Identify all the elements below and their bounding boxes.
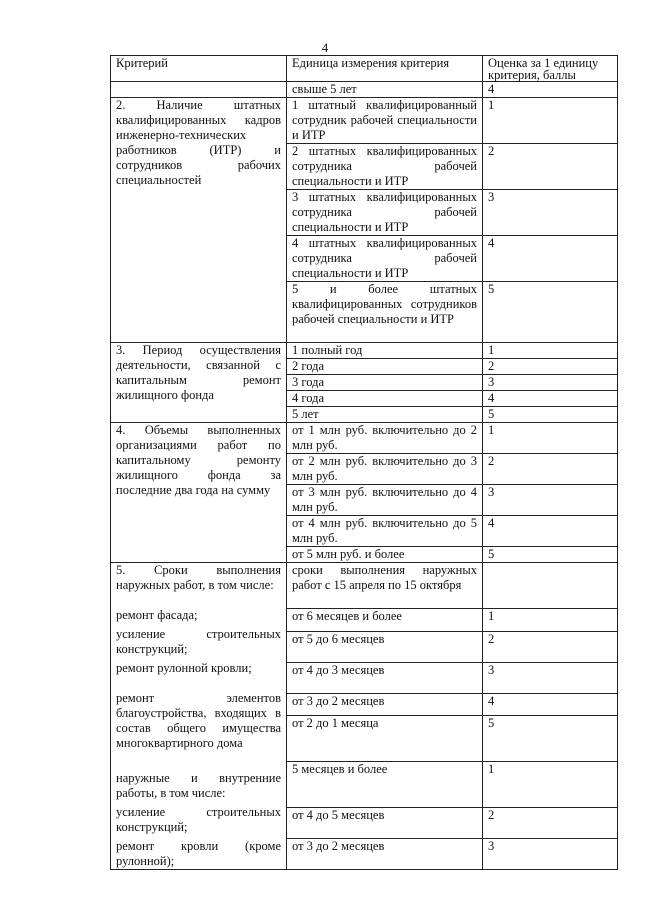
unit-cell: 1 полный год bbox=[287, 343, 483, 359]
unit-cell: от 4 до 3 месяцев bbox=[287, 662, 483, 693]
score-cell: 3 bbox=[483, 839, 618, 870]
table-header-row bbox=[111, 56, 618, 82]
header-criterion: Критерий bbox=[111, 56, 287, 82]
criterion-3-label: 3. Период осуществления деятельности, связанной с капитальным ремонт жилищного фонда bbox=[111, 343, 287, 423]
unit-cell: от 6 месяцев и более bbox=[287, 609, 483, 632]
score-cell: 1 bbox=[483, 762, 618, 808]
unit-cell: от 3 до 2 месяцев bbox=[287, 839, 483, 870]
table-row bbox=[111, 343, 618, 359]
unit-cell: от 5 до 6 месяцев bbox=[287, 631, 483, 662]
criterion-5-roof-except: ремонт кровли (кроме рулонной); bbox=[116, 839, 281, 868]
score-cell: 5 bbox=[483, 282, 618, 343]
score-cell: 5 bbox=[483, 407, 618, 423]
unit-cell: 5 и более штатных квалифицированных сотрудников рабочей специальности и ИТР bbox=[287, 282, 483, 343]
table-row bbox=[111, 423, 618, 454]
unit-cell: от 3 млн руб. включительно до 4 млн руб. bbox=[287, 485, 483, 516]
criterion-2-label: 2. Наличие штатных квалифицированных кадров инженерно-технических работников (ИТР) и сотрудников рабочих специальностей bbox=[111, 98, 287, 343]
score-cell: 4 bbox=[483, 693, 618, 716]
unit-cell: от 1 млн руб. включительно до 2 млн руб. bbox=[287, 423, 483, 454]
score-cell-empty bbox=[483, 563, 618, 609]
criterion-5-cell bbox=[111, 563, 287, 870]
unit-cell: от 4 млн руб. включительно до 5 млн руб. bbox=[287, 516, 483, 547]
unit-cell: 3 штатных квалифицированных сотрудника рабочей специальности и ИТР bbox=[287, 190, 483, 236]
table-row bbox=[111, 82, 618, 98]
score-cell: 2 bbox=[483, 144, 618, 190]
unit-cell: от 2 до 1 месяца bbox=[287, 716, 483, 762]
score-cell: 5 bbox=[483, 716, 618, 762]
unit-cell: сроки выполнения наружных работ с 15 апреля по 15 октября bbox=[287, 563, 483, 609]
criterion-5-strengthening-2: усиление строительных конструкций; bbox=[116, 805, 281, 834]
unit-cell: 2 года bbox=[287, 359, 483, 375]
score-cell: 4 bbox=[483, 82, 618, 98]
unit-cell: от 5 млн руб. и более bbox=[287, 547, 483, 563]
unit-cell: 5 лет bbox=[287, 407, 483, 423]
criterion-4-label: 4. Объемы выполненных организациями работ по капитальному ремонту жилищного фонда за последние два года на сумму bbox=[111, 423, 287, 563]
page-number: 4 bbox=[321, 40, 329, 55]
unit-cell: свыше 5 лет bbox=[287, 82, 483, 98]
unit-cell: 4 штатных квалифицированных сотрудника рабочей специальности и ИТР bbox=[287, 236, 483, 282]
score-cell: 5 bbox=[483, 547, 618, 563]
table-row bbox=[111, 563, 618, 609]
score-cell: 3 bbox=[483, 662, 618, 693]
score-cell: 4 bbox=[483, 391, 618, 407]
score-cell: 2 bbox=[483, 631, 618, 662]
score-cell: 2 bbox=[483, 359, 618, 375]
score-cell: 2 bbox=[483, 808, 618, 839]
score-cell: 1 bbox=[483, 423, 618, 454]
score-cell: 4 bbox=[483, 516, 618, 547]
score-cell: 2 bbox=[483, 454, 618, 485]
unit-cell: 2 штатных квалифицированных сотрудника рабочей специальности и ИТР bbox=[287, 144, 483, 190]
score-cell: 4 bbox=[483, 236, 618, 282]
criterion-5-strengthening: усиление строительных конструкций; bbox=[116, 627, 281, 656]
unit-cell: от 2 млн руб. включительно до 3 млн руб. bbox=[287, 454, 483, 485]
criterion-5-outer-inner: наружные и внутренние работы, в том числе: bbox=[116, 771, 281, 800]
table-row bbox=[111, 98, 618, 144]
score-cell: 1 bbox=[483, 343, 618, 359]
unit-cell: от 3 до 2 месяцев bbox=[287, 693, 483, 716]
criterion-5-roll-roof: ремонт рулонной кровли; bbox=[116, 661, 252, 675]
criterion-cell-empty bbox=[111, 82, 287, 98]
score-cell: 1 bbox=[483, 98, 618, 144]
score-cell: 3 bbox=[483, 485, 618, 516]
unit-cell: 1 штатный квалифицированный сотрудник рабочей специальности и ИТР bbox=[287, 98, 483, 144]
unit-cell: от 4 до 5 месяцев bbox=[287, 808, 483, 839]
unit-cell: 3 года bbox=[287, 375, 483, 391]
score-cell: 3 bbox=[483, 375, 618, 391]
criterion-5-facade: ремонт фасада; bbox=[116, 608, 198, 622]
criteria-table bbox=[110, 55, 618, 870]
score-cell: 1 bbox=[483, 609, 618, 632]
header-score: Оценка за 1 единицу критерия, баллы bbox=[483, 56, 618, 82]
criterion-5-intro: 5. Сроки выполнения наружных работ, в том числе: bbox=[116, 563, 281, 592]
header-unit: Единица измерения критерия bbox=[287, 56, 483, 82]
unit-cell: 4 года bbox=[287, 391, 483, 407]
unit-cell: 5 месяцев и более bbox=[287, 762, 483, 808]
criterion-5-landscaping: ремонт элементов благоустройства, входящих в состав общего имущества многоквартирного дома bbox=[116, 691, 281, 750]
score-cell: 3 bbox=[483, 190, 618, 236]
